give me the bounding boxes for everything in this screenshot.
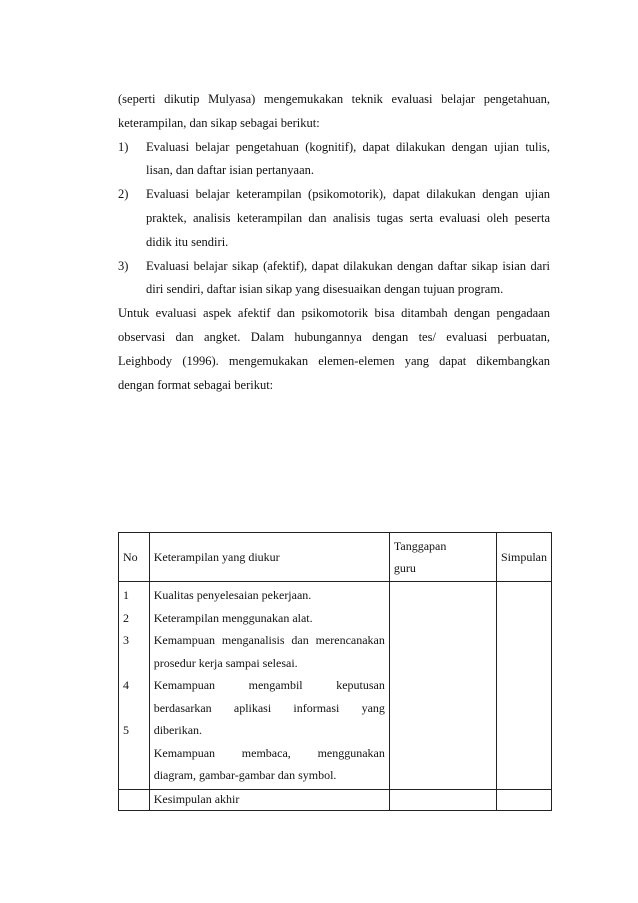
skills-cell (149, 582, 389, 790)
final-row (119, 789, 552, 810)
skill-line: diagram, gambar-gambar dan symbol. (153, 768, 337, 782)
list-number: 3) (118, 258, 129, 273)
list-line: praktek, analisis keterampilan dan analisis tugas serta evaluasi oleh peserta (146, 210, 550, 225)
list-line: lisan, dan daftar isian pertanyaan. (146, 163, 314, 178)
simpulan-cell[interactable] (496, 582, 551, 790)
spacer (123, 764, 145, 787)
final-no-cell (119, 789, 150, 810)
list-number: 1) (118, 139, 129, 154)
tanggapan-cell[interactable] (389, 582, 496, 790)
list-item (118, 255, 550, 303)
list-line: didik itu sendiri. (146, 234, 229, 249)
list-item (118, 136, 550, 184)
header-tanggapan (389, 533, 496, 582)
skill-line: Kemampuan menganalisis dan merencanakan (153, 633, 385, 647)
list-line: Evaluasi belajar keterampilan (psikomotorik), dapat dilakukan dengan ujian (146, 187, 550, 202)
number-cell (119, 582, 150, 790)
closing-line: dengan format sebagai berikut: (118, 377, 274, 392)
table-row (119, 582, 552, 790)
row-number: 3 (123, 633, 129, 647)
skill-line: prosedur kerja sampai selesai. (153, 655, 298, 670)
intro-line: keterampilan, dan sikap sebagai berikut: (118, 115, 320, 130)
intro-line: (seperti dikutip Mulyasa) mengemukakan teknik evaluasi belajar pengetahuan, (118, 92, 550, 106)
table-header-row (119, 533, 552, 582)
final-tanggapan-cell[interactable] (389, 789, 496, 810)
evaluation-table (118, 532, 552, 811)
skill-line: berdasarkan aplikasi informasi yang (153, 700, 385, 715)
header-keterampilan: Keterampilan yang diukur (149, 533, 389, 582)
final-label: Kesimpulan akhir (149, 789, 389, 810)
header-tanggapan-line: Tanggapan (393, 539, 447, 553)
list-line: diri sendiri, daftar isian sikap yang disesuaikan dengan tujuan program. (146, 282, 504, 297)
closing-paragraph (118, 302, 550, 397)
body-text (118, 88, 550, 397)
skill-line: diberikan. (153, 723, 203, 737)
row-number: 5 (123, 723, 129, 737)
closing-line: Leighbody (1996). mengemukakan elemen-elemen yang dapat dikembangkan (118, 353, 550, 368)
closing-line: Untuk evaluasi aspek afektif dan psikomotorik bisa ditambah dengan pengadaan (118, 306, 550, 321)
intro-paragraph (118, 88, 550, 136)
list-line: Evaluasi belajar pengetahuan (kognitif), dapat dilakukan dengan ujian tulis, (146, 139, 550, 154)
skill-line: Keterampilan menggunakan alat. (153, 610, 313, 625)
header-no: No (119, 533, 150, 582)
skill-line: Kualitas penyelesaian pekerjaan. (153, 588, 312, 602)
list-line: Evaluasi belajar sikap (afektif), dapat dilakukan dengan daftar sikap isian dari (146, 258, 550, 273)
header-simpulan: Simpulan (496, 533, 551, 582)
row-number: 1 (123, 588, 129, 602)
list-number: 2) (118, 187, 129, 202)
skill-line: Kemampuan mengambil keputusan (153, 678, 385, 692)
row-number: 4 (123, 678, 129, 692)
skill-line: Kemampuan membaca, menggunakan (153, 745, 385, 760)
spacer (123, 652, 145, 675)
row-number: 2 (123, 610, 129, 625)
closing-line: observasi dan angket. Dalam hubungannya dengan tes/ evaluasi perbuatan, (118, 329, 550, 344)
final-simpulan-cell[interactable] (496, 789, 551, 810)
spacer (123, 697, 145, 720)
spacer (123, 742, 145, 765)
list-item (118, 183, 550, 254)
header-tanggapan-line: guru (393, 561, 416, 575)
